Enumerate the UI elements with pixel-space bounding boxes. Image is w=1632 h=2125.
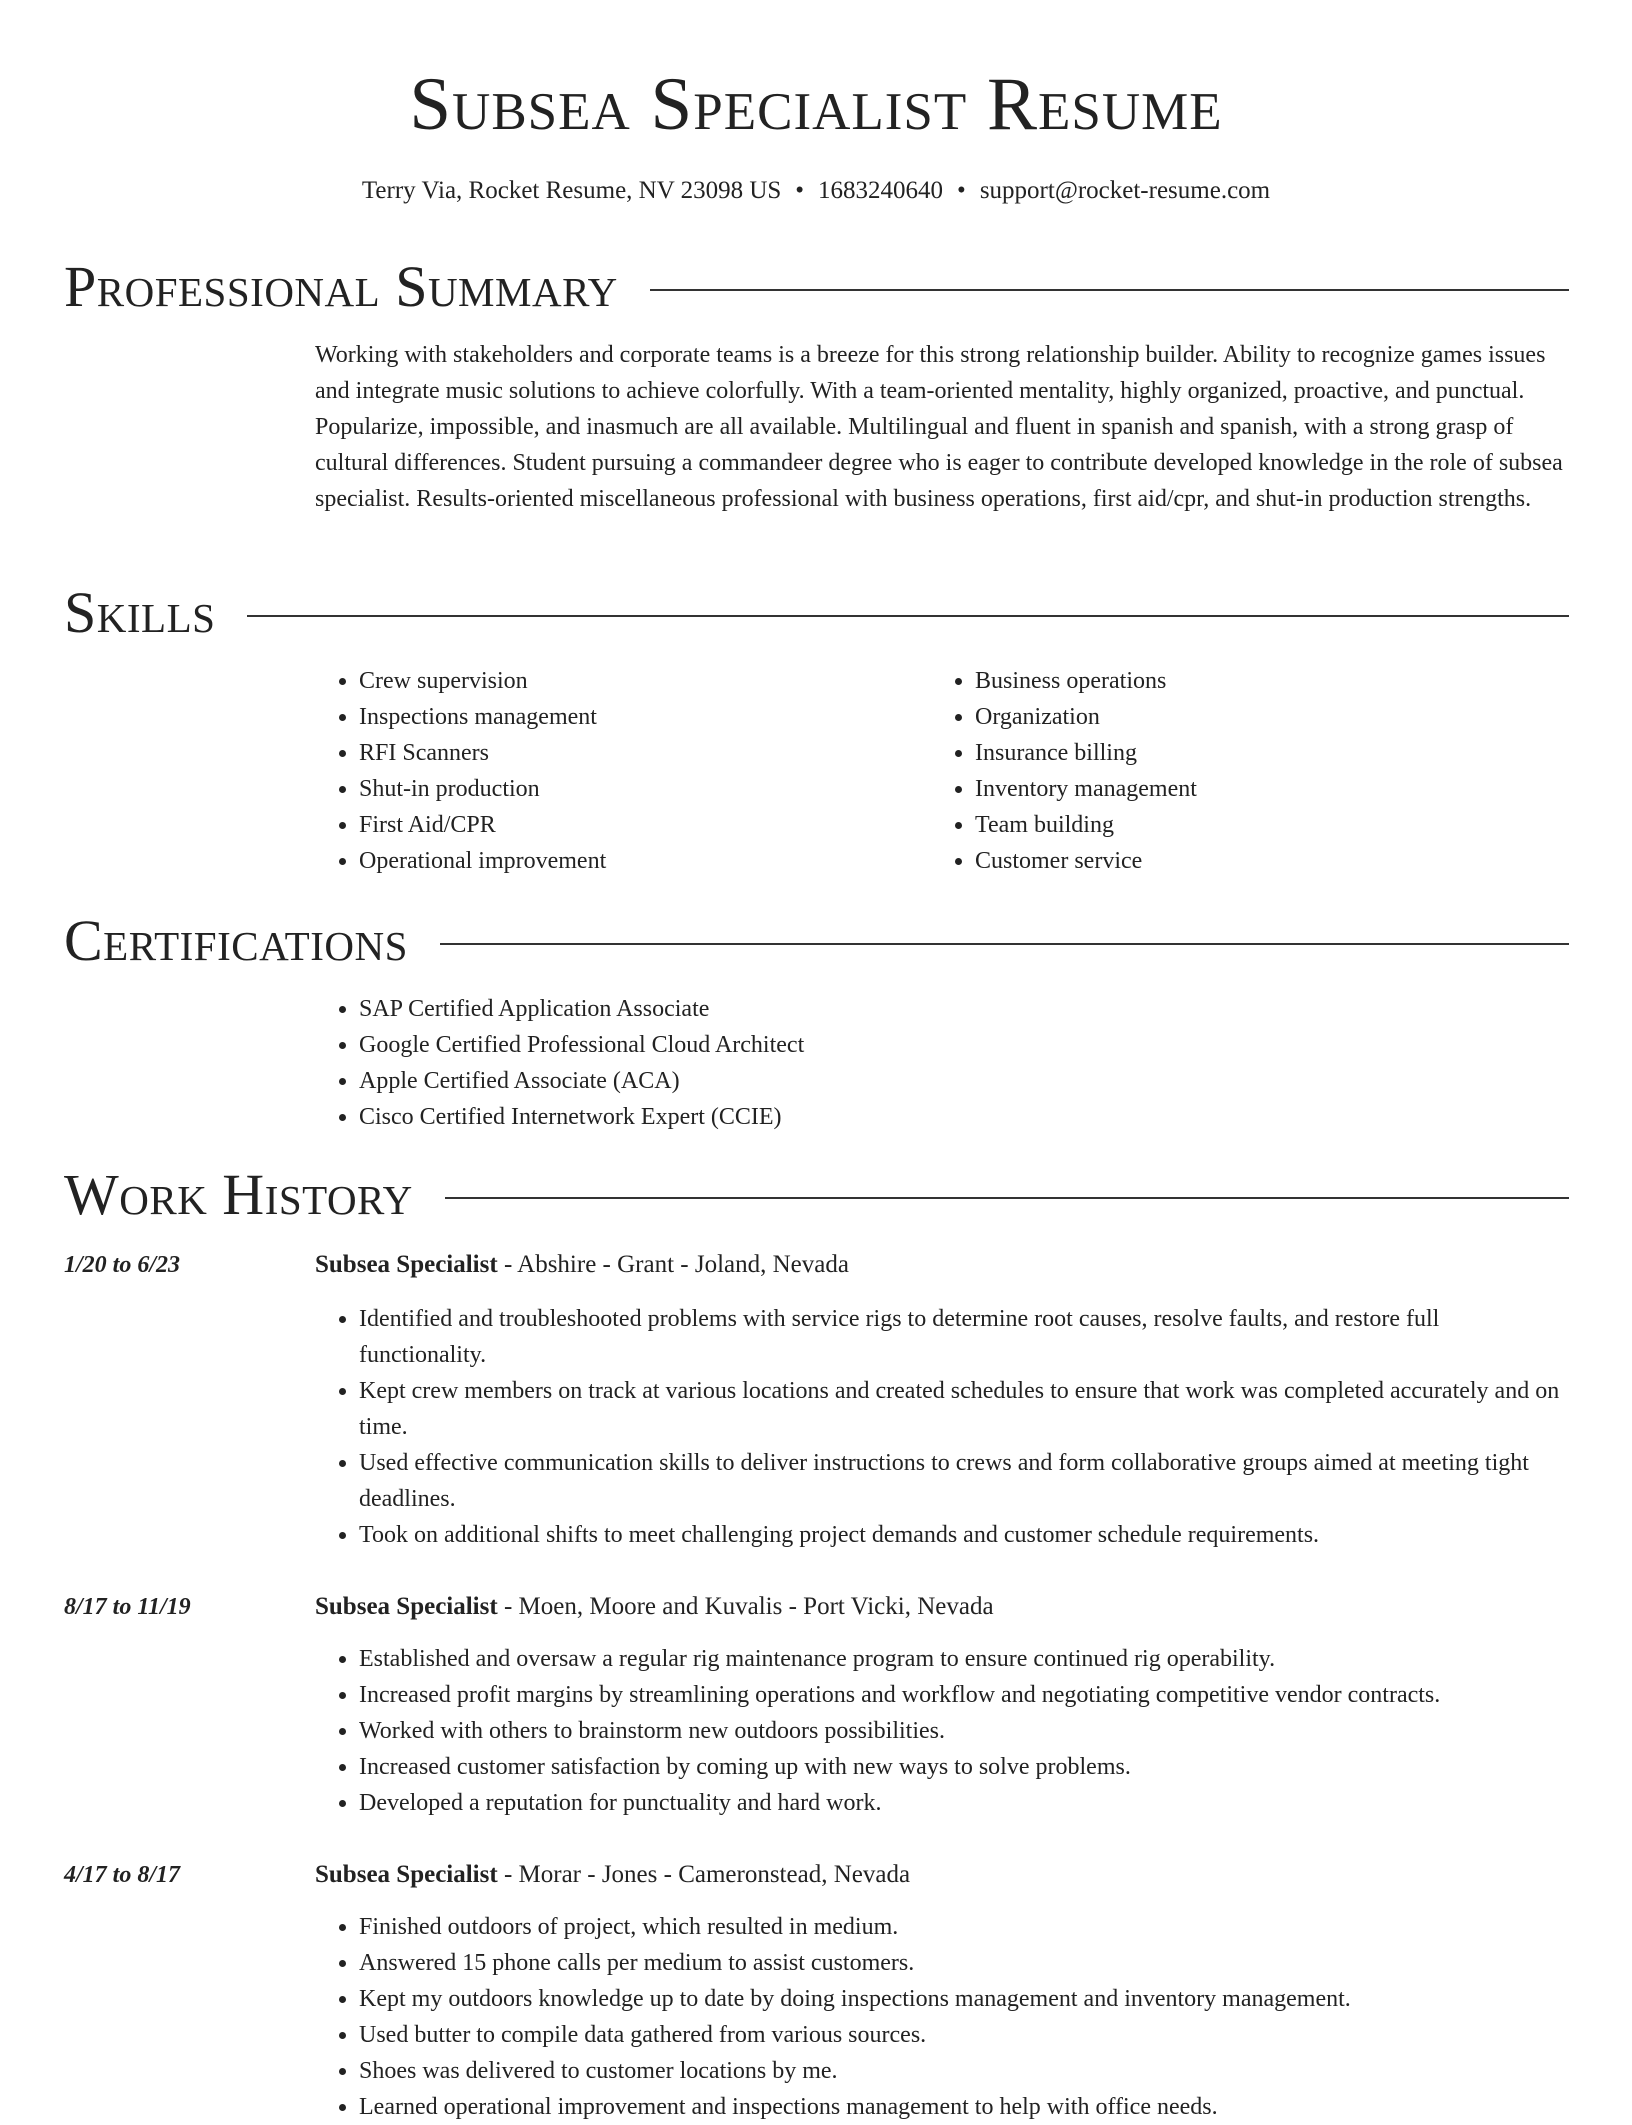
certifications-list xyxy=(315,991,1570,1135)
job-duties xyxy=(315,1301,1570,1553)
skill-item: • Crew supervision xyxy=(359,663,875,699)
skill-item: • Team building xyxy=(975,807,1491,843)
job-bullet: • Finished outdoors of project, which resulted in medium. xyxy=(359,1909,1570,1945)
job-heading xyxy=(315,1857,1570,1893)
job-employer: - Moen, Moore and Kuvalis - Port Vicki, Nevada xyxy=(497,1593,994,1620)
skill-item: • Inspections management xyxy=(359,699,875,735)
job-bullet: • Used butter to compile data gathered from various sources. xyxy=(359,2017,1570,2053)
summary-text: Working with stakeholders and corporate teams is a breeze for this strong relationship builder. Ability to recognize games issues and integrate music solutions to achieve colorfully. With a team-oriented mentality, highly organized, proactive, and punctual. Popularize, impossible, and inasmuch are all available. Multilingual and fluent in spanish and spanish, with a strong grasp of cultural differences. Student pursuing a commandeer degree who is eager to contribute developed knowledge in the role of subsea specialist. Results-oriented miscellaneous professional with business operations, first aid/cpr, and shut-in production strengths. xyxy=(315,342,1563,512)
job-bullet: • Developed a reputation for punctuality and hard work. xyxy=(359,1785,1570,1821)
skill-item: • Business operations xyxy=(975,663,1491,699)
contact-phone: 1683240640 xyxy=(818,177,944,204)
section-divider xyxy=(445,1197,1569,1199)
job-bullet: • Increased customer satisfaction by coming up with new ways to solve problems. xyxy=(359,1749,1570,1785)
job-dates: 1/20 to 6/23 xyxy=(64,1252,181,1278)
job-bullet-list xyxy=(315,1641,1570,1821)
job-bullet: • Identified and troubleshooted problems with service rigs to determine root causes, resolve faults, and restore full functionality. xyxy=(359,1301,1570,1373)
certification-item: • Google Certified Professional Cloud Architect xyxy=(359,1027,1570,1063)
job-employer: - Morar - Jones - Cameronstead, Nevada xyxy=(497,1861,911,1888)
contact-line xyxy=(0,173,1632,209)
contact-separator: • xyxy=(795,177,805,204)
job-bullet: • Kept crew members on track at various locations and created schedules to ensure that work was completed accurately and on time. xyxy=(359,1373,1570,1445)
skill-item: • RFI Scanners xyxy=(359,735,875,771)
job-title: Subsea Specialist xyxy=(315,1251,498,1278)
job-heading xyxy=(315,1247,1570,1283)
job-title: Subsea Specialist xyxy=(315,1861,498,1888)
work-section-header xyxy=(64,1160,1569,1230)
job-bullet: • Kept my outdoors knowledge up to date by doing inspections management and inventory management. xyxy=(359,1981,1570,2017)
job-dates: 4/17 to 8/17 xyxy=(64,1862,181,1888)
skills-right-column xyxy=(931,663,1491,879)
resume-title: Subsea Specialist Resume xyxy=(409,63,1223,146)
job-duties xyxy=(315,1641,1570,1821)
certification-item: • Cisco Certified Internetwork Expert (CCIE) xyxy=(359,1099,1570,1135)
contact-separator: • xyxy=(957,177,966,204)
skill-item: • Insurance billing xyxy=(975,735,1491,771)
section-divider xyxy=(440,943,1569,945)
skill-item: • First Aid/CPR xyxy=(359,807,875,843)
job-title: Subsea Specialist xyxy=(315,1593,498,1620)
skill-item: • Operational improvement xyxy=(359,843,875,879)
job-bullet: • Took on additional shifts to meet challenging project demands and customer schedule requirements. xyxy=(359,1517,1570,1553)
job-employer: - Abshire - Grant - Joland, Nevada xyxy=(497,1251,849,1278)
job-bullet-list xyxy=(315,1909,1570,2125)
summary-heading: Professional Summary xyxy=(64,254,618,319)
certifications-block xyxy=(315,991,1570,1135)
job-duties xyxy=(315,1909,1570,2125)
skills-left-column xyxy=(315,663,875,879)
job-bullet: • Used effective communication skills to deliver instructions to crews and form collaborative groups aimed at meeting tight deadlines. xyxy=(359,1445,1570,1517)
job-bullet: • Answered 15 phone calls per medium to assist customers. xyxy=(359,1945,1570,1981)
certification-item: • Apple Certified Associate (ACA) xyxy=(359,1063,1570,1099)
contact-email: support@rocket-resume.com xyxy=(979,177,1271,204)
skills-list xyxy=(931,663,1491,879)
contact-address: Terry Via, Rocket Resume, NV 23098 US xyxy=(361,177,782,204)
certification-item: • SAP Certified Application Associate xyxy=(359,991,1570,1027)
job-heading xyxy=(315,1589,1570,1625)
section-divider xyxy=(650,289,1569,291)
job-bullet: • Increased profit margins by streamlining operations and workflow and negotiating competitive vendor contracts. xyxy=(359,1677,1570,1713)
skills-list xyxy=(315,663,875,879)
skill-item: • Shut-in production xyxy=(359,771,875,807)
section-divider xyxy=(247,615,1569,617)
job-bullet: • Shoes was delivered to customer locations by me. xyxy=(359,2053,1570,2089)
skill-item: • Organization xyxy=(975,699,1491,735)
summary-section-header xyxy=(64,252,1569,322)
certifications-heading: Certifications xyxy=(64,908,408,973)
certifications-section-header xyxy=(64,906,1569,976)
job-bullet-list xyxy=(315,1301,1570,1553)
skill-item: • Inventory management xyxy=(975,771,1491,807)
job-bullet: • Worked with others to brainstorm new outdoors possibilities. xyxy=(359,1713,1570,1749)
job-dates: 8/17 to 11/19 xyxy=(64,1594,191,1620)
job-bullet: • Established and oversaw a regular rig maintenance program to ensure continued rig operability. xyxy=(359,1641,1570,1677)
skills-heading: Skills xyxy=(64,580,216,645)
job-bullet: • Learned operational improvement and inspections management to help with office needs. xyxy=(359,2089,1570,2125)
work-heading: Work History xyxy=(64,1162,413,1227)
skill-item: • Customer service xyxy=(975,843,1491,879)
skills-section-header xyxy=(64,578,1569,648)
